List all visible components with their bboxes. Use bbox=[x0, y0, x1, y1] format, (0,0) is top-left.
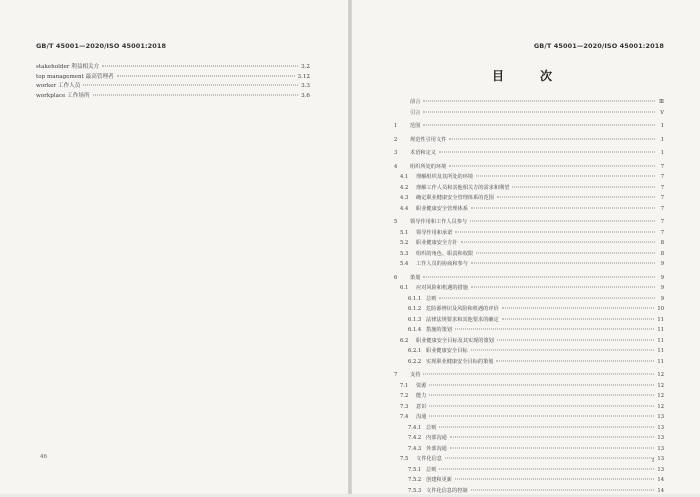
toc-section-number: 1 bbox=[392, 123, 410, 129]
index-term: top management 最高管理者 bbox=[36, 72, 114, 80]
toc-entry bbox=[392, 382, 664, 393]
toc-section-title: 总则 bbox=[426, 466, 436, 473]
toc-section-title: 法律法规要求和其他要求的确定 bbox=[426, 316, 499, 323]
dot-leader bbox=[449, 138, 655, 139]
dot-leader bbox=[439, 152, 655, 153]
toc-section-title: 文件化信息 bbox=[416, 455, 442, 462]
toc-section-title: 沟通 bbox=[416, 413, 426, 420]
toc-page-number: 13 bbox=[657, 414, 664, 420]
toc-entry bbox=[392, 403, 664, 414]
toc-section-number: 4 bbox=[392, 164, 410, 170]
toc-entry bbox=[392, 445, 664, 456]
dot-leader bbox=[461, 242, 655, 243]
toc-entry bbox=[392, 205, 664, 216]
toc-section-title: 术语和定义 bbox=[410, 149, 436, 156]
dot-leader bbox=[439, 297, 655, 298]
toc-section-title: 引言 bbox=[410, 109, 420, 116]
toc-section-number: 7.4.2 bbox=[408, 435, 426, 441]
toc-entry bbox=[392, 229, 664, 240]
index-term: worker 工作人员 bbox=[36, 81, 80, 89]
toc-page-number: 1 bbox=[658, 150, 664, 156]
toc-entry bbox=[392, 392, 664, 403]
dot-leader bbox=[497, 339, 655, 340]
toc-entry bbox=[392, 434, 664, 445]
dot-leader bbox=[471, 207, 655, 208]
dot-leader bbox=[439, 468, 654, 469]
dot-leader bbox=[455, 231, 655, 232]
toc-section-number: 7.5.2 bbox=[408, 477, 426, 483]
toc-section-title: 职业健康安全方针 bbox=[416, 239, 458, 246]
toc-page-number: 11 bbox=[657, 317, 664, 323]
toc-entry bbox=[392, 371, 664, 382]
toc-entry bbox=[392, 194, 664, 205]
index-page-ref: 3.6 bbox=[301, 93, 310, 99]
toc-section-title: 策划 bbox=[410, 274, 420, 281]
toc-section-number: 5 bbox=[392, 219, 410, 225]
toc-page-number: 11 bbox=[657, 348, 664, 354]
toc-entry bbox=[392, 295, 664, 306]
toc-page-number: 9 bbox=[658, 261, 664, 267]
toc-page-number: 1 bbox=[658, 123, 664, 129]
toc-section-number: 5.2 bbox=[400, 240, 416, 246]
toc-section-title: 理解工作人员和其他相关方的需求和期望 bbox=[416, 184, 509, 191]
toc-section-title: 领导作用和工作人员参与 bbox=[410, 218, 467, 225]
dot-leader bbox=[471, 489, 655, 490]
toc-section-number: 6.2.2 bbox=[408, 359, 426, 365]
toc-section-number: 6.2 bbox=[400, 338, 416, 344]
toc-section-title: 文件化信息的控制 bbox=[426, 487, 468, 494]
index-term: stakeholder 利益相关方 bbox=[36, 62, 99, 70]
toc-entry bbox=[392, 305, 664, 316]
toc-entry bbox=[392, 109, 664, 120]
index-entry bbox=[36, 62, 310, 72]
toc-page-number: 7 bbox=[658, 219, 664, 225]
index-entry bbox=[36, 91, 310, 101]
toc-section-title: 职业健康安全管理体系 bbox=[416, 205, 468, 212]
page-number: I bbox=[652, 458, 654, 464]
dot-leader bbox=[455, 329, 654, 330]
toc-section-number: 5.3 bbox=[400, 251, 416, 257]
toc-section-title: 资源 bbox=[416, 382, 426, 389]
toc-entry bbox=[392, 466, 664, 477]
toc-page-number: 8 bbox=[658, 251, 664, 257]
toc-section-number: 6 bbox=[392, 275, 410, 281]
toc-section-title: 确定职业健康安全管理体系的范围 bbox=[416, 194, 494, 201]
dot-leader bbox=[496, 360, 654, 361]
dot-leader bbox=[423, 276, 655, 277]
toc-entry bbox=[392, 476, 664, 487]
toc-page-number: 12 bbox=[657, 404, 664, 410]
toc-section-number: 4.2 bbox=[400, 185, 416, 191]
toc-section-number: 7.2 bbox=[400, 393, 416, 399]
toc-entry bbox=[392, 347, 664, 358]
toc-section-number: 7.5 bbox=[400, 456, 416, 462]
toc-section-number: 7.3 bbox=[400, 404, 416, 410]
toc-entry bbox=[392, 250, 664, 261]
toc-page-number: 11 bbox=[657, 359, 664, 365]
dot-leader bbox=[102, 66, 298, 67]
dot-leader bbox=[476, 176, 655, 177]
toc-page-number: 11 bbox=[657, 338, 664, 344]
toc-section-title: 意识 bbox=[416, 403, 426, 410]
toc-page-number: Ⅴ bbox=[658, 110, 664, 116]
toc-page-number: 13 bbox=[657, 435, 664, 441]
toc-page-number: 14 bbox=[657, 488, 664, 494]
toc-entry bbox=[392, 284, 664, 295]
table-of-contents bbox=[392, 98, 664, 497]
toc-section-number: 4.3 bbox=[400, 195, 416, 201]
toc-page-number: 7 bbox=[658, 185, 664, 191]
toc-section-number: 7.4 bbox=[400, 414, 416, 420]
toc-section-number: 7 bbox=[392, 372, 410, 378]
dot-leader bbox=[423, 101, 655, 102]
toc-entry bbox=[392, 149, 664, 160]
toc-section-title: 职业健康安全目标 bbox=[426, 347, 468, 354]
toc-section-title: 能力 bbox=[416, 392, 426, 399]
toc-page-number: 8 bbox=[658, 240, 664, 246]
dot-leader bbox=[83, 85, 298, 86]
toc-entry bbox=[392, 358, 664, 369]
toc-page-number: 12 bbox=[657, 383, 664, 389]
toc-section-number: 2 bbox=[392, 137, 410, 143]
toc-section-title: 工作人员的协商和参与 bbox=[416, 260, 468, 267]
index-entry bbox=[36, 81, 310, 91]
toc-section-number: 6.1.1 bbox=[408, 296, 426, 302]
toc-page-number: 7 bbox=[658, 230, 664, 236]
index-page-ref: 3.12 bbox=[298, 74, 310, 80]
toc-entry bbox=[392, 337, 664, 348]
toc-section-title: 外部沟通 bbox=[426, 445, 447, 452]
toc-page-number: 7 bbox=[658, 164, 664, 170]
toc-entry bbox=[392, 98, 664, 109]
toc-page-number: 7 bbox=[658, 195, 664, 201]
page-number: 46 bbox=[40, 454, 47, 460]
toc-entry bbox=[392, 424, 664, 435]
toc-section-number: 7.4.1 bbox=[408, 425, 426, 431]
toc-section-title: 领导作用和承诺 bbox=[416, 229, 452, 236]
dot-leader bbox=[471, 350, 655, 351]
toc-section-number: 6.1.3 bbox=[408, 317, 426, 323]
toc-section-title: 应对风险和机遇的措施 bbox=[416, 284, 468, 291]
term-index-list bbox=[36, 62, 310, 100]
toc-entry bbox=[392, 184, 664, 195]
toc-section-number: 6.1.4 bbox=[408, 327, 426, 333]
dot-leader bbox=[471, 287, 655, 288]
toc-page-number: 9 bbox=[658, 285, 664, 291]
dot-leader bbox=[502, 318, 655, 319]
dot-leader bbox=[450, 437, 655, 438]
toc-entry bbox=[392, 239, 664, 250]
dot-leader bbox=[423, 374, 654, 375]
dot-leader bbox=[449, 165, 655, 166]
toc-entry bbox=[392, 163, 664, 174]
toc-page-number: 11 bbox=[657, 327, 664, 333]
dot-leader bbox=[470, 221, 655, 222]
toc-page-number: 12 bbox=[657, 372, 664, 378]
toc-entry bbox=[392, 413, 664, 424]
index-term: workplace 工作场所 bbox=[36, 91, 90, 99]
toc-section-title: 危险源辨识及风险和机遇的评价 bbox=[426, 305, 499, 312]
toc-section-title: 规范性引用文件 bbox=[410, 136, 446, 143]
toc-page-number: 7 bbox=[658, 174, 664, 180]
toc-section-title: 组织所处的环境 bbox=[410, 163, 446, 170]
toc-section-number: 7.1 bbox=[400, 383, 416, 389]
toc-page-number: Ⅲ bbox=[658, 99, 664, 105]
toc-entry bbox=[392, 122, 664, 133]
toc-entry bbox=[392, 326, 664, 337]
toc-section-number: 5.4 bbox=[400, 261, 416, 267]
toc-section-title: 创建和更新 bbox=[426, 476, 452, 483]
toc-section-number: 4.4 bbox=[400, 206, 416, 212]
toc-section-number: 6.2.1 bbox=[408, 348, 426, 354]
toc-section-title: 实现职业健康安全目标的策划 bbox=[426, 358, 493, 365]
toc-page-number: 10 bbox=[657, 306, 664, 312]
index-page-ref: 3.2 bbox=[301, 64, 310, 70]
dot-leader bbox=[450, 447, 655, 448]
dot-leader bbox=[512, 186, 655, 187]
toc-section-title: 措施的策划 bbox=[426, 326, 452, 333]
toc-page-number: 7 bbox=[658, 206, 664, 212]
toc-section-title: 支持 bbox=[410, 371, 420, 378]
dot-leader bbox=[429, 405, 654, 406]
dot-leader bbox=[429, 384, 654, 385]
toc-entry bbox=[392, 173, 664, 184]
toc-entry bbox=[392, 136, 664, 147]
dot-leader bbox=[429, 416, 654, 417]
toc-section-number: 6.1.2 bbox=[408, 306, 426, 312]
toc-section-title: 理解组织及其所处的环境 bbox=[416, 173, 473, 180]
dot-leader bbox=[502, 308, 655, 309]
toc-section-title: 内部沟通 bbox=[426, 434, 447, 441]
toc-entry bbox=[392, 274, 664, 285]
index-entry bbox=[36, 72, 310, 82]
dot-leader bbox=[429, 395, 654, 396]
toc-section-title: 总则 bbox=[426, 295, 436, 302]
toc-section-number: 3 bbox=[392, 150, 410, 156]
toc-page-number: 13 bbox=[657, 456, 664, 462]
toc-section-title: 总则 bbox=[426, 424, 436, 431]
dot-leader bbox=[439, 426, 654, 427]
index-page-ref: 3.3 bbox=[301, 83, 310, 89]
toc-page-number: 13 bbox=[657, 425, 664, 431]
dot-leader bbox=[455, 479, 654, 480]
left-page bbox=[0, 0, 348, 494]
dot-leader bbox=[423, 111, 655, 112]
toc-page-number: 13 bbox=[657, 446, 664, 452]
toc-entry bbox=[392, 218, 664, 229]
toc-entry bbox=[392, 316, 664, 327]
dot-leader bbox=[497, 197, 655, 198]
toc-section-number: 7.4.3 bbox=[408, 446, 426, 452]
standard-header: GB/T 45001—2020/ISO 45001:2018 bbox=[534, 42, 664, 50]
toc-section-title: 前言 bbox=[410, 98, 420, 105]
toc-entry bbox=[392, 455, 664, 466]
toc-section-title: 职业健康安全目标及其实现的策划 bbox=[416, 337, 494, 344]
toc-section-number: 5.1 bbox=[400, 230, 416, 236]
toc-entry bbox=[392, 487, 664, 497]
toc-page-number: 1 bbox=[658, 137, 664, 143]
dot-leader bbox=[445, 458, 654, 459]
dot-leader bbox=[471, 263, 655, 264]
toc-page-number: 9 bbox=[658, 275, 664, 281]
toc-section-number: 7.5.1 bbox=[408, 467, 426, 473]
toc-section-number: 6.1 bbox=[400, 285, 416, 291]
dot-leader bbox=[476, 252, 655, 253]
dot-leader bbox=[93, 94, 299, 95]
toc-section-number: 7.5.3 bbox=[408, 488, 426, 494]
standard-header: GB/T 45001—2020/ISO 45001:2018 bbox=[36, 42, 166, 50]
toc-page-number: 13 bbox=[657, 467, 664, 473]
toc-title: 目 次 bbox=[392, 67, 664, 84]
toc-page-number: 9 bbox=[658, 296, 664, 302]
toc-section-title: 范围 bbox=[410, 122, 420, 129]
toc-page-number: 12 bbox=[657, 393, 664, 399]
toc-section-title: 组织的角色、职责和权限 bbox=[416, 250, 473, 257]
toc-page-number: 14 bbox=[657, 477, 664, 483]
dot-leader bbox=[117, 75, 295, 76]
dot-leader bbox=[423, 125, 655, 126]
toc-entry bbox=[392, 260, 664, 271]
toc-section-number: 4.1 bbox=[400, 174, 416, 180]
